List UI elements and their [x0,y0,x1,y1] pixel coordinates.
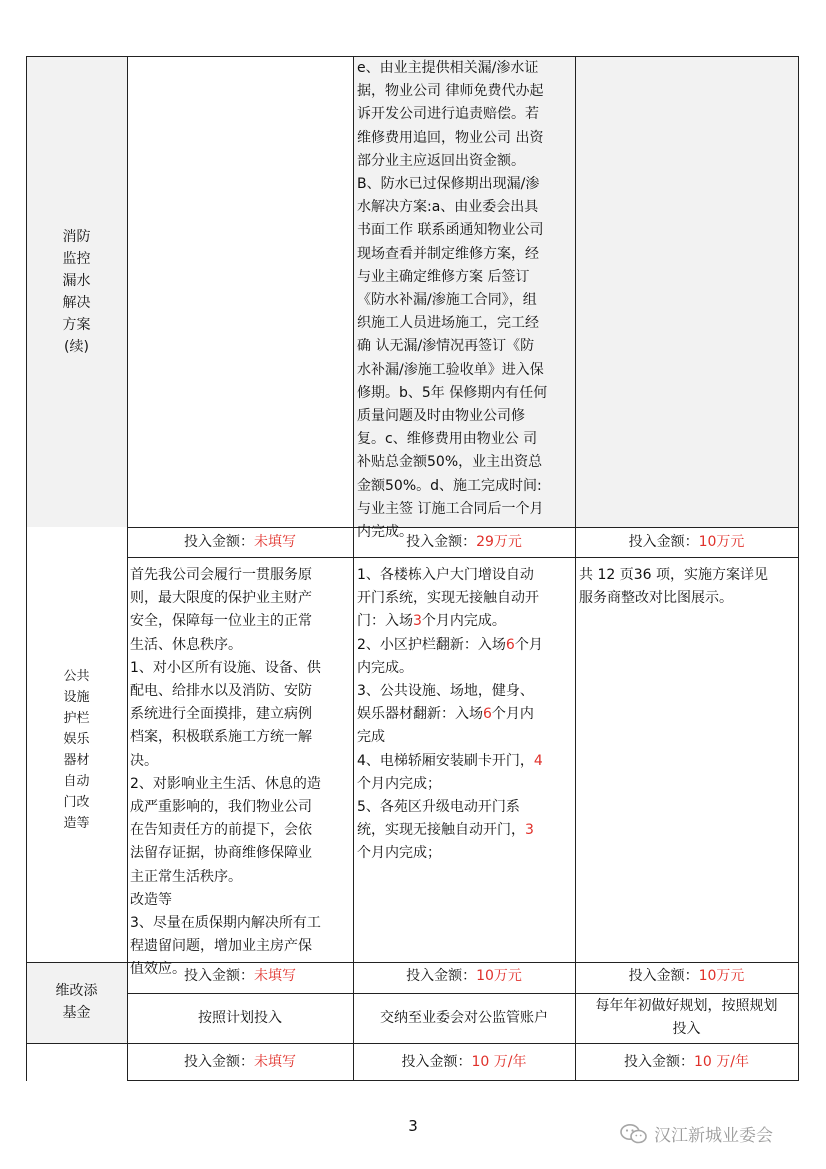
fund-amount-col2: 投入金额：未填写 [184,968,296,984]
fund-amount-col3: 投入金额：10万元 [406,968,522,984]
public-amount-col4: 投入金额：10万元 [628,534,745,550]
fire-col3-text: e、由业主提供相关漏/渗水证 据，物业公司 律师免费代办起 诉开发公司进行追责赔偿。若 维修费用追回，物业公司 出资 部分业主应返回出资金额。 B、防水已过保修期出现漏/渗 水解决方案:a、由业委会出具 书面工作 联系函通知物业公司 现场查看并制定维修方案，经 与业主确定维修方案 后签订 《防水补漏/渗施工合同》，组 织施工人员进场施工，完工经 确 认无漏/渗情况再签订《防 水补漏/渗施工验收单》进入保 修期。b、5年 保修期内有任何 质量问题及时由物业公司修 复。c、维修费用由物业公 司 补贴总金额50%，业主出资总 金额50%。d、施工完成时间: 与业主签 订施工合同后一个月 内完成。 [357,60,548,541]
grid-line [26,1043,799,1044]
fund-plan-col2: 按照计划投入 [198,1010,282,1026]
grid-line [127,1080,799,1081]
public-col2-text: 首先我公司会履行一贯服务原 则，最大限度的保护业主财产 安全，保障每一位业主的正常 生活、休息秩序。 1、对小区所有设施、设备、供 配电、给排水以及消防、安防 系统进行全面摸排，建立病例 档案，积极联系施工方统一解 决。 2、对影响业主生活、休息的造 成严重影响的，我们物业公司 在告知责任方的前提下，会依 法留存证据，协商维修保障业 主正常生活秩序。 改造等 3、尽量在质保期内解决所有工 程遗留问题，增加业主房产保 值效应。 [130,567,321,978]
fund-plan-col4: 每年年初做好规划，按照规划 投入 [595,998,778,1037]
public-amount-col3: 投入金额：29万元 [406,534,522,550]
last-amount-col2: 投入金额：未填写 [184,1054,296,1070]
fire-category-label: 消防 监控 漏水 解决 方案 (续) [62,229,91,355]
grid-line [575,56,576,1081]
last-amount-col3: 投入金额：10 万/年 [401,1054,527,1070]
fund-category-label: 维改添 基金 [55,983,98,1021]
fund-plan-col3: 交纳至业委会对公监管账户 [380,1010,548,1026]
wechat-icon [620,1123,648,1145]
page-number: 3 [408,1117,418,1135]
grid-line [798,56,799,1081]
grid-line [127,557,799,558]
watermark-text: 汉江新城业委会 [654,1126,773,1146]
grid-line [26,56,27,1081]
fund-amount-col4: 投入金额：10万元 [628,968,745,984]
public-col3-text: 1、各楼栋入户大门增设自动 开门系统，实现无接触自动开 门：入场3个月内完成。 2、小区护栏翻新：入场6个月 内完成。 3、公共设施、场地，健身、 娱乐器材翻新：入场6个月内 完成 4、电梯轿厢安装刷卡开门，4 个月内完成； 5、各苑区升级电动开门系 统，实现无接触自动开门，3 个月内完成； [357,567,543,862]
grid-line [353,56,354,1081]
last-amount-col4: 投入金额：10 万/年 [624,1054,749,1070]
grid-line [127,56,128,1081]
public-category-label: 公共 设施 护栏 娱乐 器材 自动 门改 造等 [63,669,90,831]
grid-line [127,993,799,994]
public-amount-col2: 投入金额：未填写 [184,534,296,550]
fire-col4-bg [575,56,799,527]
watermark [620,1121,773,1146]
public-col4-text: 共 12 页36 项，实施方案详见 服务商整改对比图展示。 [579,567,768,607]
